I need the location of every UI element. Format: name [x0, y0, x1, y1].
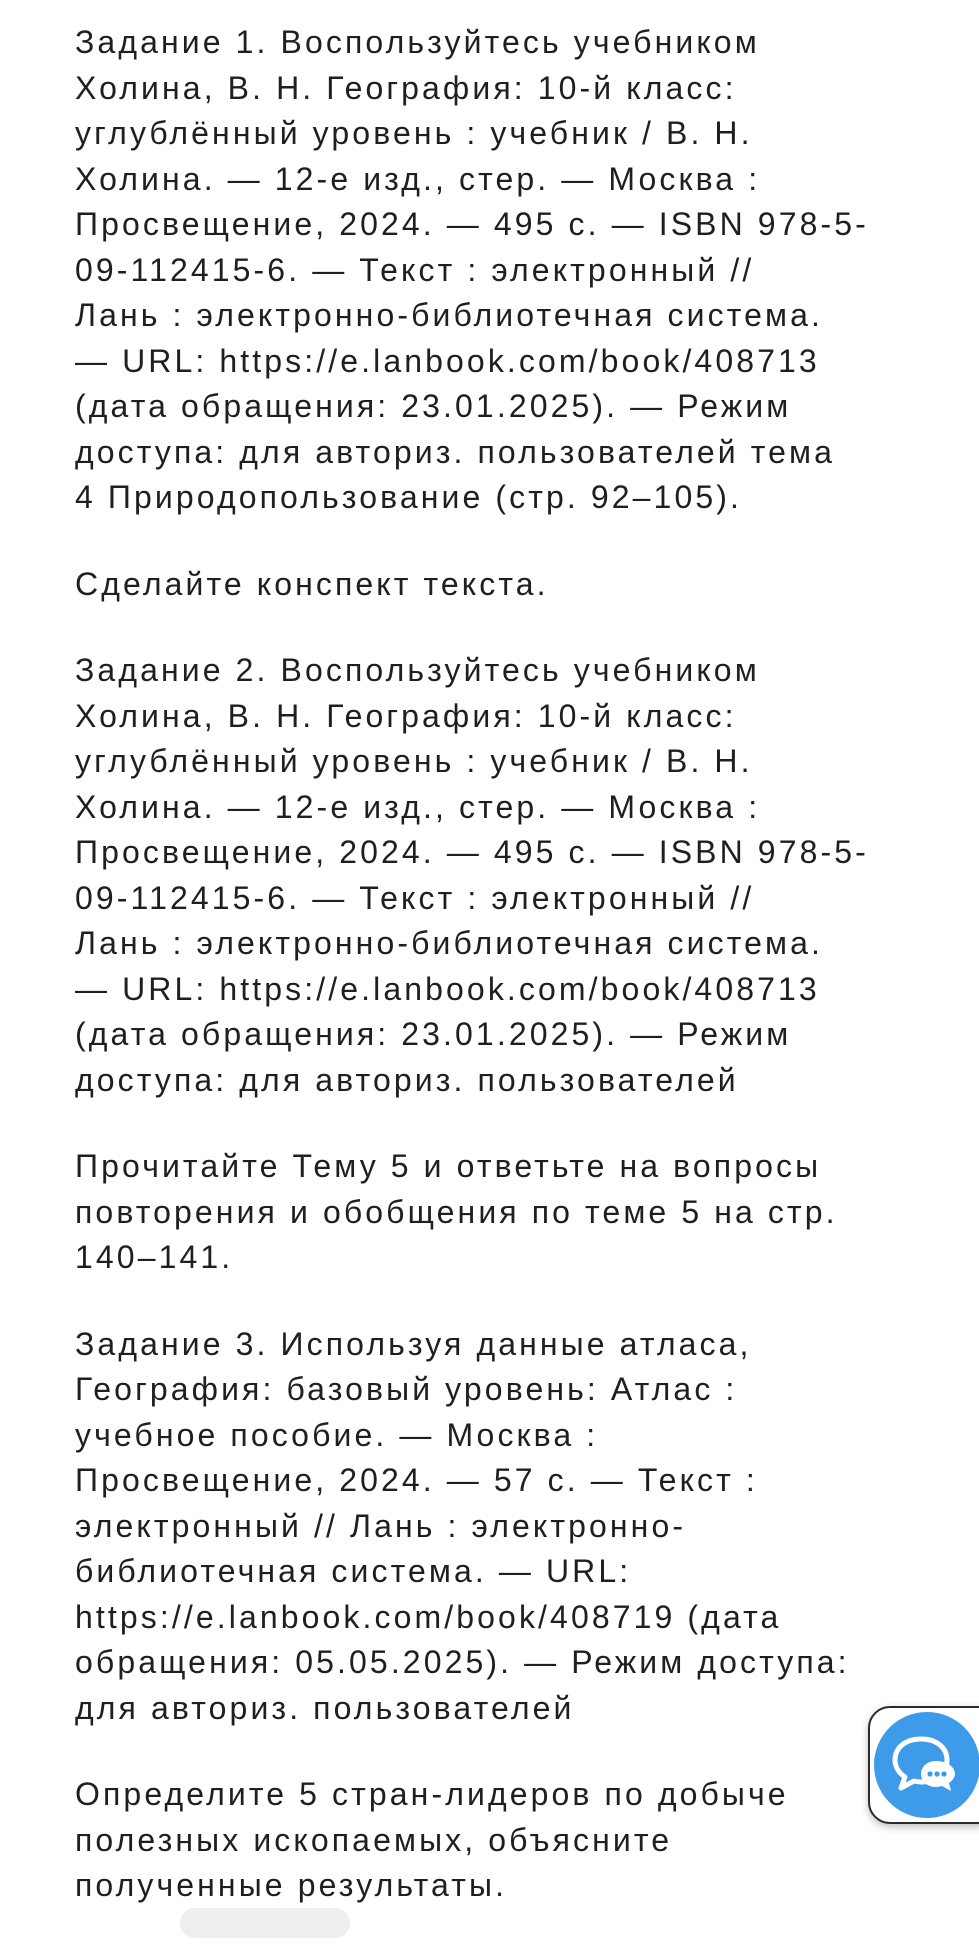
task-1-instruction: Сделайте конспект текста.: [75, 565, 549, 602]
task-2-instruction: Прочитайте Тему 5 и ответьте на вопросы повторения и обобщения по теме 5 на стр. 140–141.: [75, 1148, 838, 1275]
assignment-content: [75, 20, 905, 1950]
task-3-instruction: Определите 5 стран-лидеров по добыче полезных ископаемых, объясните полученные результаты.: [75, 1776, 789, 1903]
chat-bubbles-icon: [891, 1733, 963, 1797]
task-3-text: Задание 3. Используя данные атласа, География: базовый уровень: Атлас : учебное пособие. — Москва : Просвещение, 2024. — 57 с. — Текст : электронный // Лань : электронно- библиотечная система. — URL: https://e.lanbook.com/book/408719 (дата обращения: 05.05.2025). — Режим доступа: для авториз. пользователей: [75, 1325, 850, 1726]
chat-button-frame[interactable]: [868, 1706, 979, 1824]
chat-button[interactable]: [874, 1712, 979, 1818]
task-2-text: Задание 2. Воспользуйтесь учебником Холина, В. Н. География: 10-й класс: углублённый уровень : учебник / В. Н. Холина. — 12-е изд., стер. — Москва : Просвещение, 2024. — 495 с. — ISBN 978-5- 09-112415-6. — Текст : электронный // Лань : электронно-библиотечная система. — URL: https://e.lanbook.com/book/408713 (дата обращения: 23.01.2025). — Режим доступа: для авториз. пользователей: [75, 652, 869, 1098]
bottom-scroll-hint: [180, 1908, 350, 1938]
task-1-text: Задание 1. Воспользуйтесь учебником Холина, В. Н. География: 10-й класс: углублённый уровень : учебник / В. Н. Холина. — 12-е изд., стер. — Москва : Просвещение, 2024. — 495 с. — ISBN 978-5- 09-112415-6. — Текст : электронный // Лань : электронно-библиотечная система. — URL: https://e.lanbook.com/book/408713 (дата обращения: 23.01.2025). — Режим доступа: для авториз. пользователей тема 4 Природопользование (стр. 92–105).: [75, 24, 869, 515]
